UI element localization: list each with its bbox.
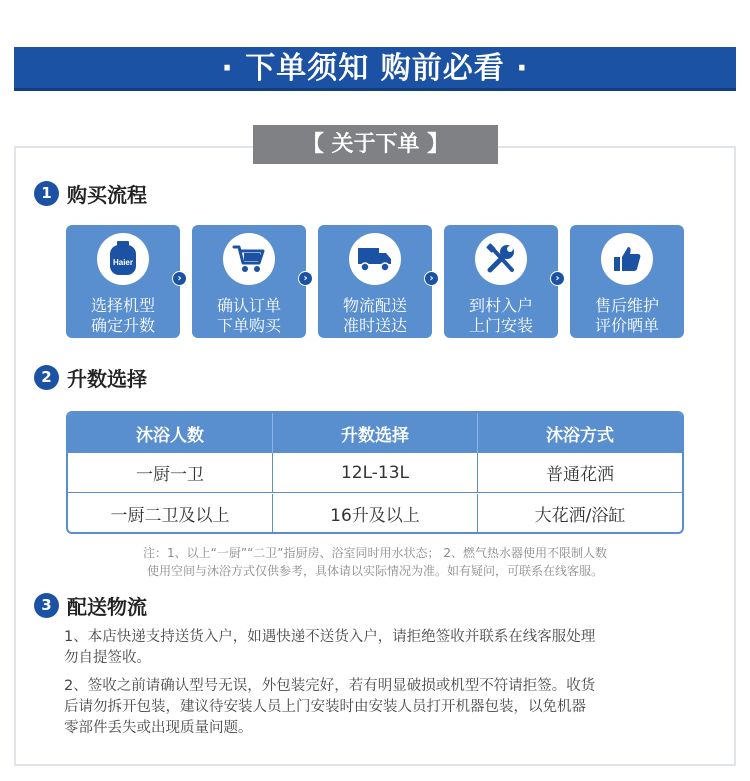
- section-title: 配送物流: [67, 594, 147, 619]
- purchase-steps: [66, 225, 686, 338]
- step-sublabel: 准时送达: [342, 316, 407, 335]
- cart-icon: [223, 233, 275, 285]
- text-line: 后请勿拆开包装，建议待安装人员上门安装时由安装人员打开机器包装，以免机器: [64, 699, 586, 715]
- section-number: 3: [34, 593, 59, 618]
- table-row: [68, 494, 682, 532]
- table-header-cell: 沐浴方式: [477, 413, 682, 453]
- water-heater-icon: [97, 233, 149, 285]
- chevron-right-icon: ›: [298, 271, 313, 286]
- table-cell: 12L-13L: [272, 453, 477, 492]
- table-cell: 一厨一卫: [136, 465, 204, 485]
- table-header-cell: 沐浴人数: [136, 425, 204, 446]
- step-label: 选择机型: [90, 296, 155, 315]
- capacity-table: [66, 411, 684, 534]
- table-cell: 普通花洒: [477, 453, 682, 492]
- haier-logo: Haier: [112, 258, 134, 267]
- page-banner: · 下单须知 购前必看 ·: [14, 47, 736, 91]
- step-logistics: [318, 225, 432, 338]
- step-label: 到村入户: [468, 296, 533, 315]
- step-confirm-order: [192, 225, 306, 338]
- text-line: 零部件丢失或出现质量问题。: [64, 720, 253, 736]
- thumbs-up-icon: [601, 233, 653, 285]
- table-note-line: 注：1、以上“一厨”“二卫”指厨房、浴室同时用水状态； 2、燃气热水器使用不限制人数: [143, 546, 607, 560]
- step-sublabel: 确定升数: [90, 316, 155, 335]
- section-number: 2: [34, 365, 59, 390]
- table-header-row: [68, 413, 682, 453]
- step-choose-model: [66, 225, 180, 338]
- step-sublabel: 上门安装: [468, 316, 533, 335]
- section-number: 1: [34, 181, 59, 206]
- step-after-sales: [570, 225, 684, 338]
- section-tab-about-order: 【 关于下单 】: [253, 125, 498, 164]
- step-sublabel: 评价晒单: [594, 316, 659, 335]
- step-installation: [444, 225, 558, 338]
- text-line: 1、本店快递支持送货入户，如遇快递不送货入户，请拒绝签收并联系在线客服处理: [64, 629, 596, 645]
- step-label: 确认订单: [216, 296, 281, 315]
- table-note-line: 使用空间与沐浴方式仅供参考，具体请以实际情况为准。如有疑问，可联系在线客服。: [146, 564, 603, 578]
- step-label: 物流配送: [342, 296, 407, 315]
- chevron-right-icon: ›: [550, 271, 565, 286]
- section-heading-capacity: [34, 363, 147, 391]
- text-line: 勿自提签收。: [64, 650, 151, 666]
- chevron-right-icon: ›: [172, 271, 187, 286]
- tools-icon: [475, 233, 527, 285]
- table-header-cell: 升数选择: [272, 413, 477, 453]
- table-cell: 大花洒/浴缸: [477, 494, 682, 532]
- step-sublabel: 下单购买: [216, 316, 281, 335]
- section-title: 升数选择: [67, 366, 147, 391]
- section-title: 购买流程: [67, 182, 147, 207]
- table-cell: 16升及以上: [272, 494, 477, 532]
- section-heading-purchase-flow: [34, 179, 147, 207]
- step-label: 售后维护: [594, 296, 659, 315]
- chevron-right-icon: ›: [424, 271, 439, 286]
- section-heading-delivery: [34, 591, 147, 619]
- delivery-paragraph-1: [64, 627, 684, 669]
- truck-icon: [349, 233, 401, 285]
- table-row: [68, 453, 682, 493]
- table-cell: 一厨二卫及以上: [110, 505, 230, 526]
- text-line: 2、签收之前请确认型号无误，外包装完好，若有明显破损或机型不符请拒签。收货: [64, 678, 596, 694]
- delivery-paragraph-2: [64, 676, 684, 739]
